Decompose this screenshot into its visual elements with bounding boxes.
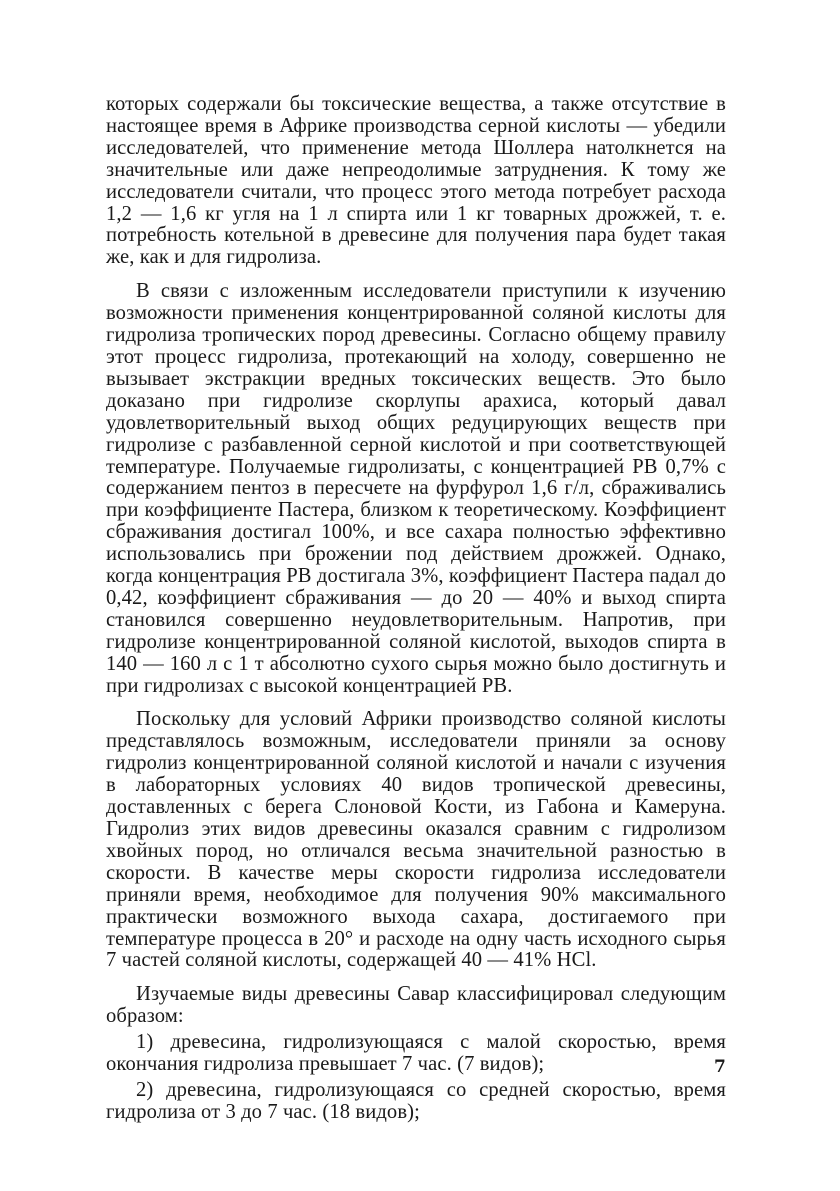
paragraph-africa-study: Поскольку для условий Африки производство соляной кислоты представлялось возможным, исследователи приняли за основу гидролиз концентрированной соляной кислотой и начали с изучения в лабораторных условиях 40 видов тропической древесины, доставленных с берега Слоновой Кости, из Габона и Камеруна. Гидролиз этих видов древесины оказался сравним с гидролизом хвойных пород, но отличался весьма значительной разностью в скорости. В качестве меры скорости гидролиза исследователи приняли время, необходимое для получения 90% максимального практически возможного выхода сахара, достигаемого при температуре процесса в 20° и расходе на одну часть исходного сырья 7 частей соляной кислоты, содержащей 40 — 41% HCl. [106, 708, 726, 972]
paragraph-continuation: которых содержали бы токсические вещества, а также отсутствие в настоящее время в Африке производства серной кислоты — убедили исследователей, что применение метода Шоллера натолкнется на значительные или даже непреодолимые затруднения. К тому же исследователи считали, что процесс этого метода потребует расхода 1,2 — 1,6 кг угля на 1 л спирта или 1 кг товарных дрожжей, т. е. потребность котельной в древесине для получения пара будет такая же, как и для гидролиза. [106, 93, 726, 269]
page-number: 7 [714, 1057, 726, 1077]
list-item-medium-hydrolysis: 2) древесина, гидролизующаяся со средней скоростью, время гидролиза от 3 до 7 час. (18 видов); [106, 1078, 726, 1123]
body-text [106, 94, 726, 1128]
paragraph-hydrochloric-acid: В связи с изложенным исследователи приступили к изучению возможности применения концентрированной соляной кислоты для гидролиза тропических пород древесины. Согласно общему правилу этот процесс гидролиза, протекающий на холоду, совершенно не вызывает экстракции вредных токсических веществ. Это было доказано при гидролизе скорлупы арахиса, который давал удовлетворительный выход общих редуцирующих веществ при гидролизе с разбавленной серной кислотой и при соответствующей температуре. Получаемые гидролизаты, с концентрацией РВ 0,7% с содержанием пентоз в пересчете на фурфурол 1,6 г/л, сбраживались при коэффициенте Пастера, близком к теоретическому. Коэффициент сбраживания достигал 100%, и все сахара полностью эффективно использовались при брожении под действием дрожжей. Однако, когда концентрация РВ достигала 3%, коэффициент Пастера падал до 0,42, коэффициент сбраживания — до 20 — 40% и выход спирта становился совершенно неудовлетворительным. Напротив, при гидролизе концентрированной соляной кислотой, выходов спирта в 140 — 160 л с 1 т абсолютно сухого сырья можно было достигнуть и при гидролизах с высокой концентрацией РВ. [106, 280, 726, 697]
paragraph-classification-intro: Изучаемые виды древесины Савар классифицировал следующим образом: [106, 983, 726, 1028]
list-item-slow-hydrolysis: 1) древесина, гидролизующаяся с малой скоростью, время окончания гидролиза превышает 7 час. (7 видов); [106, 1031, 726, 1076]
